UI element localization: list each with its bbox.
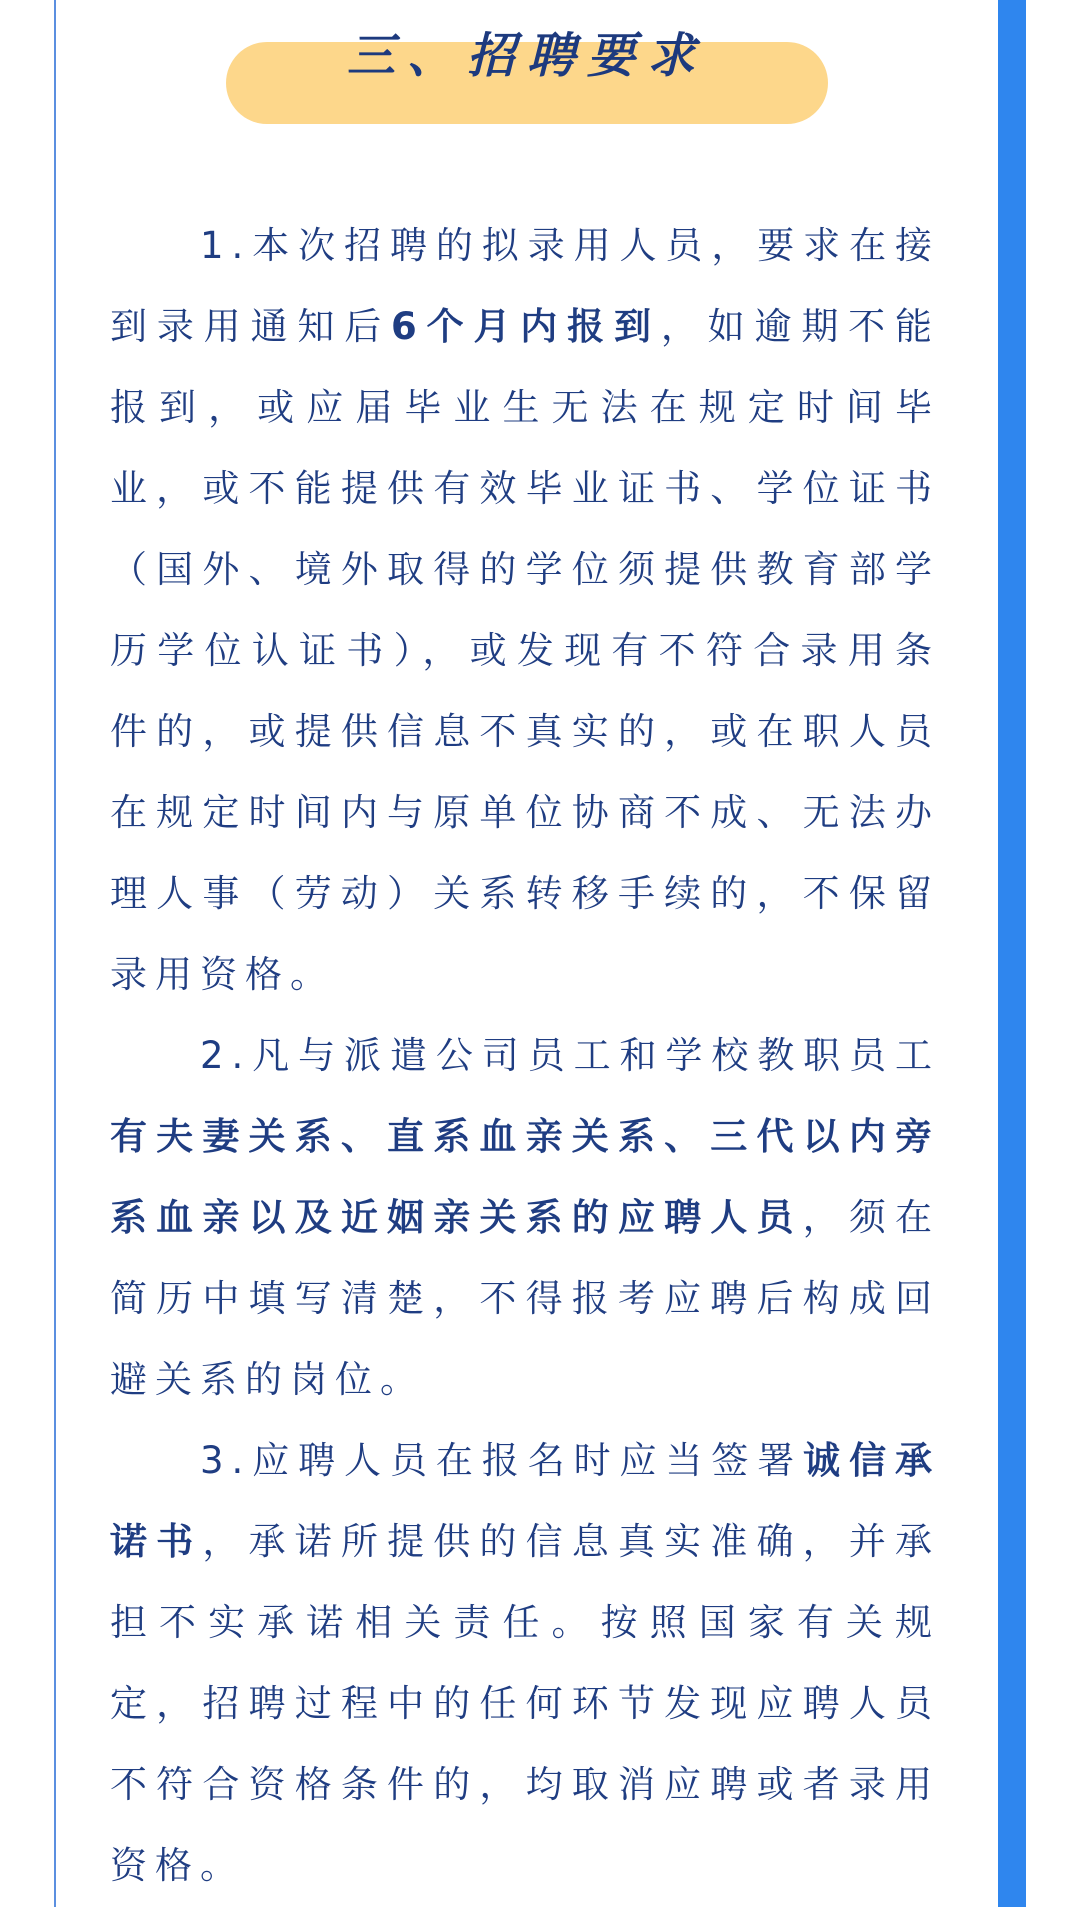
paragraph-text: ，承诺所提供的信息真实准确，并承担不实承诺相关责任。按照国家有关规定，招聘过程中的任何环节发现应聘人员不符合资格条件的，均取消应聘或者录用资格。	[110, 1520, 941, 1887]
left-border-line	[54, 0, 56, 1907]
paragraph-text: 1.本次招聘的拟录用人员，要求在接到录用通知后	[110, 224, 940, 348]
article-body	[110, 205, 940, 1906]
emphasis-text: 诚信承诺书	[110, 1439, 940, 1563]
paragraph-2	[110, 1015, 940, 1420]
paragraph-text: ，如逾期不能报到，或应届毕业生无法在规定时间毕业，或不能提供有效毕业证书、学位证书（国外、境外取得的学位须提供教育部学历学位认证书），或发现有不符合录用条件的，或提供信息不真实的，或在职人员在规定时间内与原单位协商不成、无法办理人事（劳动）关系转移手续的，不保留录用资格。	[110, 305, 941, 996]
emphasis-text: 6个月内报到	[391, 305, 661, 348]
right-accent-bar	[998, 0, 1026, 1907]
paragraph-text: ，须在简历中填写清楚，不得报考应聘后构成回避关系的岗位。	[110, 1196, 941, 1401]
paragraph-text: 2.凡与派遣公司员工和学校教职员工	[200, 1034, 940, 1077]
paragraph-text: 3.应聘人员在报名时应当签署	[200, 1439, 804, 1482]
paragraph-3	[110, 1420, 940, 1906]
emphasis-text: 有夫妻关系、直系血亲关系、三代以内旁系血亲以及近姻亲关系的应聘人员	[110, 1115, 940, 1239]
section-title: 三、招聘要求	[346, 28, 707, 84]
paragraph-1	[110, 205, 940, 1015]
